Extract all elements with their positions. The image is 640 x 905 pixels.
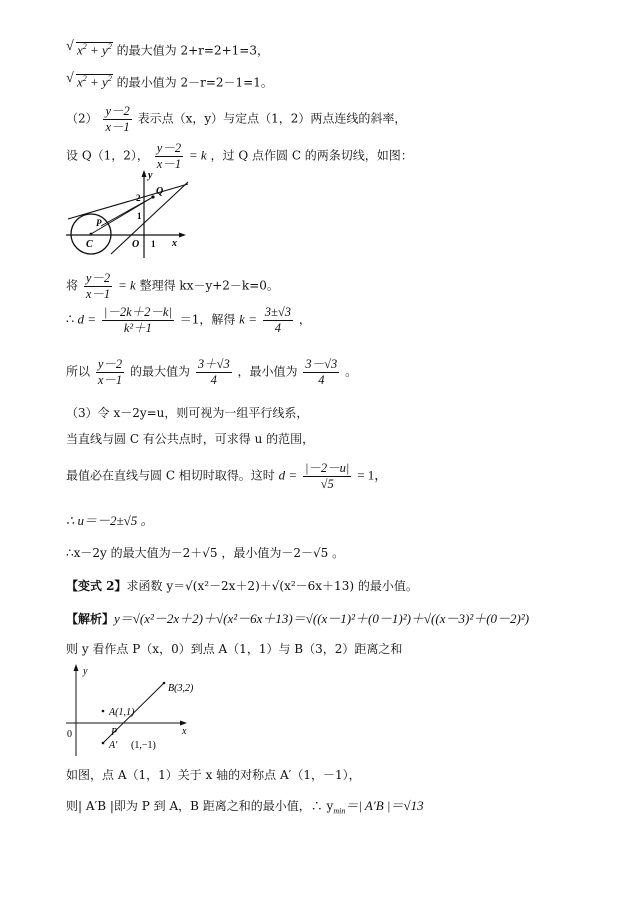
line-slope-intro: （2） $\frac{y-2}{x-1}$ 表示点（x，y）与定点（1，2）两点连线的斜率，	[66, 104, 407, 134]
fig2-aprime-coords: (1,−1)	[131, 740, 156, 751]
fig2-y-label: y	[83, 666, 88, 677]
fig2-a-label: A(1,1)	[109, 707, 135, 718]
fig1-y-tick-2: 2	[136, 193, 141, 203]
fig2-b-label: B(3,2)	[168, 683, 194, 694]
line-set-q: 设 Q（1，2）， $\frac{y-2}{x-1}$ = k ，过 Q 点作圆 C 的两条切线，如图：	[66, 141, 413, 171]
fig2-p-label: P	[111, 727, 118, 738]
fig1-q-label: Q	[156, 186, 164, 197]
fig1-y-label: y	[148, 170, 153, 181]
line-slope-range: 所以 $\frac{y-2}{x-1}$ 的最大值为 $\frac{3+√3}{4}$ ，最小值为 $\frac{3-√3}{4}$ 。	[66, 357, 358, 387]
tangent-figure	[66, 168, 191, 263]
fig1-o-label: O	[132, 239, 140, 250]
fig1-y-tick-1: 1	[137, 211, 142, 221]
fig1-c-label: C	[86, 239, 93, 250]
line-variant2: 【变式 2】求函数 y＝√(x²－2x＋2)＋√(x²－6x＋13) 的最小值。	[66, 579, 418, 593]
line-min-value: 则| A′B |即为 P 到 A，B 距离之和的最小值，∴ $y_{min}=|$ A′B |＝√13	[66, 798, 424, 816]
line-sqrt-min: √ $x^2 + y^2$ 的最小值为 2－r=2－1=1。	[66, 74, 273, 88]
fig1-x-tick-1: 1	[151, 239, 156, 249]
line-analysis: 【解析】y＝√(x²－2x＋2)＋√(x²－6x＋13)＝√((x－1)²＋(0－1)²)＋√((x－3)²＋(0－2)²)	[66, 611, 530, 626]
fig1-x-label: x	[172, 238, 177, 249]
fig2-aprime-label: A′	[109, 740, 118, 751]
line-tangent-condition: 最值必在直线与圆 C 相切时取得。这时 d = $\frac{|-2-u|}{√5}$ = 1，	[66, 461, 388, 491]
line-reflection: 如图，点 A（1，1）关于 x 轴的对称点 A′（1，－1），	[66, 768, 361, 782]
line-sqrt-max: √ $x^2 + y^2$ 的最大值为 2+r=2+1=3，	[66, 42, 269, 56]
fig1-p-label: P	[96, 218, 102, 228]
line-distance-k: ∴ d = $\frac{|-2k+2-k|}{\text{k²＋1}}$ ＝1，解得 k = $\frac{3\pm√3}{4}$ ，	[66, 305, 311, 335]
fig2-x-label: x	[182, 726, 187, 737]
line-range-u: 当直线与圆 C 有公共点时，可求得 u 的范围，	[66, 432, 315, 446]
fig2-origin-label: 0	[67, 729, 72, 740]
line-u-solution: ∴ u＝－2±√5 。	[66, 513, 154, 528]
reflection-figure	[66, 660, 196, 760]
line-part3: （3）令 x－2y=u，则可视为一组平行线系，	[66, 406, 309, 420]
line-part3-result: ∴x－2y 的最大值为－2＋√5 ，最小值为－2－√5 。	[66, 546, 345, 560]
line-distance-sum: 则 y 看作点 P（x，0）到点 A（1，1）与 B（3，2）距离之和	[66, 642, 403, 656]
line-rearrange: 将 $\frac{y-2}{x-1}$ = k 整理得 kx－y+2－k=0。	[66, 271, 279, 301]
